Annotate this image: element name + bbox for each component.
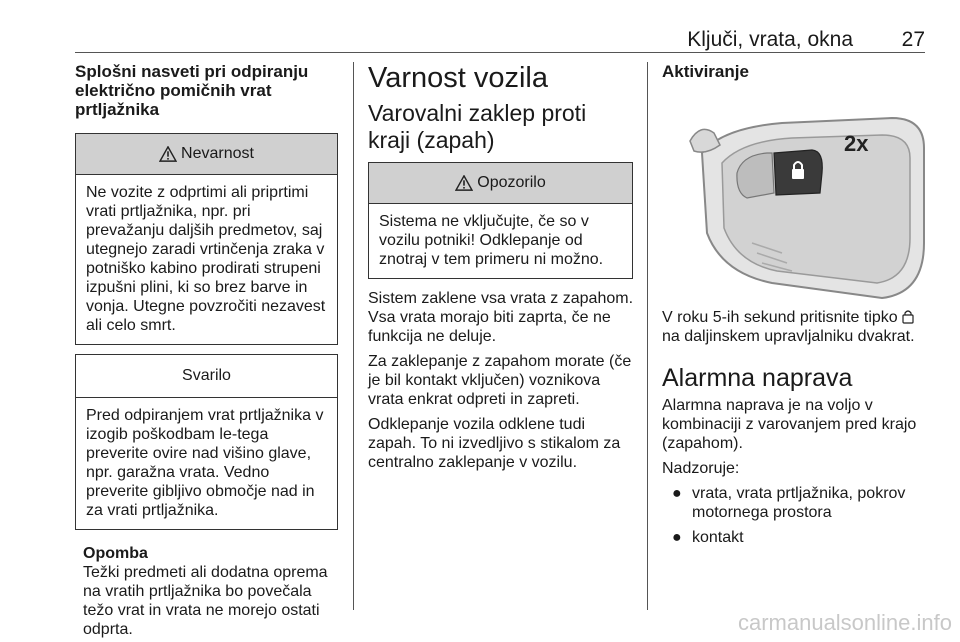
warning-triangle-icon	[455, 175, 473, 191]
warning-box-title: Opozorilo	[477, 174, 546, 191]
note-title: Opomba	[83, 545, 148, 562]
warning-box-header	[369, 163, 632, 204]
page-number: 27	[901, 28, 925, 51]
column-divider	[353, 62, 354, 610]
danger-box-text: Ne vozite z odprtimi ali priprtimi vrati prtljažnika, npr. pri prevažanju daljših predmetov, saj utegnejo zaradi vrtinčenja zraka v potniško kabino prodirati strupeni izpušni plini, ki so brez barve in vonja. Utegne povzročiti nezavest ali celo smrt.	[86, 184, 326, 334]
list-item: ● vrata, vrata prtljažnika, pokrov motornega prostora	[672, 485, 906, 521]
watermark: carmanualsonline.info	[737, 610, 952, 635]
note-text: Težki predmeti ali dodatna oprema na vratih prtljažnika bo povečala težo vrat in vrata ne morejo ostati odprta.	[83, 564, 328, 638]
warning-box-text: Sistema ne vključujte, če so v vozilu potniki! Odklepanje od znotraj v tem primeru ni možno.	[379, 213, 604, 268]
subheading: Varovalni zaklep proti kraji (zapah)	[368, 100, 587, 153]
section-heading: Splošni nasveti pri odpiranju električno pomičnih vrat prtljažnika	[75, 62, 309, 119]
header-title: Ključi, vrata, okna	[687, 28, 853, 51]
column-1	[75, 62, 338, 639]
alarm-heading: Alarmna naprava	[662, 364, 853, 392]
caution-box-text: Pred odpiranjem vrat prtljažnika v izogib poškodbam le-tega preverite ovire nad višino glave, npr. garažna vrata. Vedno preverite gibljivo območje nad in za vrati prtljažnika.	[86, 407, 324, 519]
section-heading: Aktiviranje	[662, 62, 749, 81]
paragraph: Odklepanje vozila odklene tudi zapah. To ni izvedljivo s stikalom za centralno zaklepanje v vozilu.	[368, 416, 621, 471]
monitors-label: Nadzoruje:	[662, 460, 740, 477]
warning-box	[368, 162, 633, 279]
list-item: ● kontakt	[672, 529, 744, 546]
caution-box-title: Svarilo	[182, 367, 231, 384]
caution-box-header	[76, 355, 337, 398]
monitored-list	[662, 484, 927, 547]
caution-box	[75, 354, 338, 530]
danger-box-header	[76, 134, 337, 175]
warning-triangle-icon	[159, 146, 177, 162]
column-3	[662, 62, 927, 553]
paragraph: Sistem zaklene vsa vrata z zapahom. Vsa vrata morajo biti zaprta, če ne funkcija ne deluje.	[368, 290, 634, 345]
press-twice-label: 2x	[844, 131, 869, 156]
chapter-heading: Varnost vozila	[368, 62, 548, 94]
instruction-text: V roku 5-ih sekund pritisnite tipko na daljinskem upravljalniku dvakrat.	[662, 309, 915, 345]
danger-box	[75, 133, 338, 345]
lock-icon	[902, 309, 914, 324]
paragraph: Za zaklepanje z zapahom morate (če je bil kontakt vključen) voznikova vrata enkrat odpreti in zapreti.	[368, 353, 632, 408]
remote-key-image	[662, 93, 927, 303]
column-divider	[647, 62, 648, 610]
column-2	[368, 62, 633, 478]
danger-box-title: Nevarnost	[181, 145, 254, 162]
page-header	[75, 28, 925, 53]
alarm-text: Alarmna naprava je na voljo v kombinaciji z varovanjem pred krajo (zapahom).	[662, 397, 917, 452]
